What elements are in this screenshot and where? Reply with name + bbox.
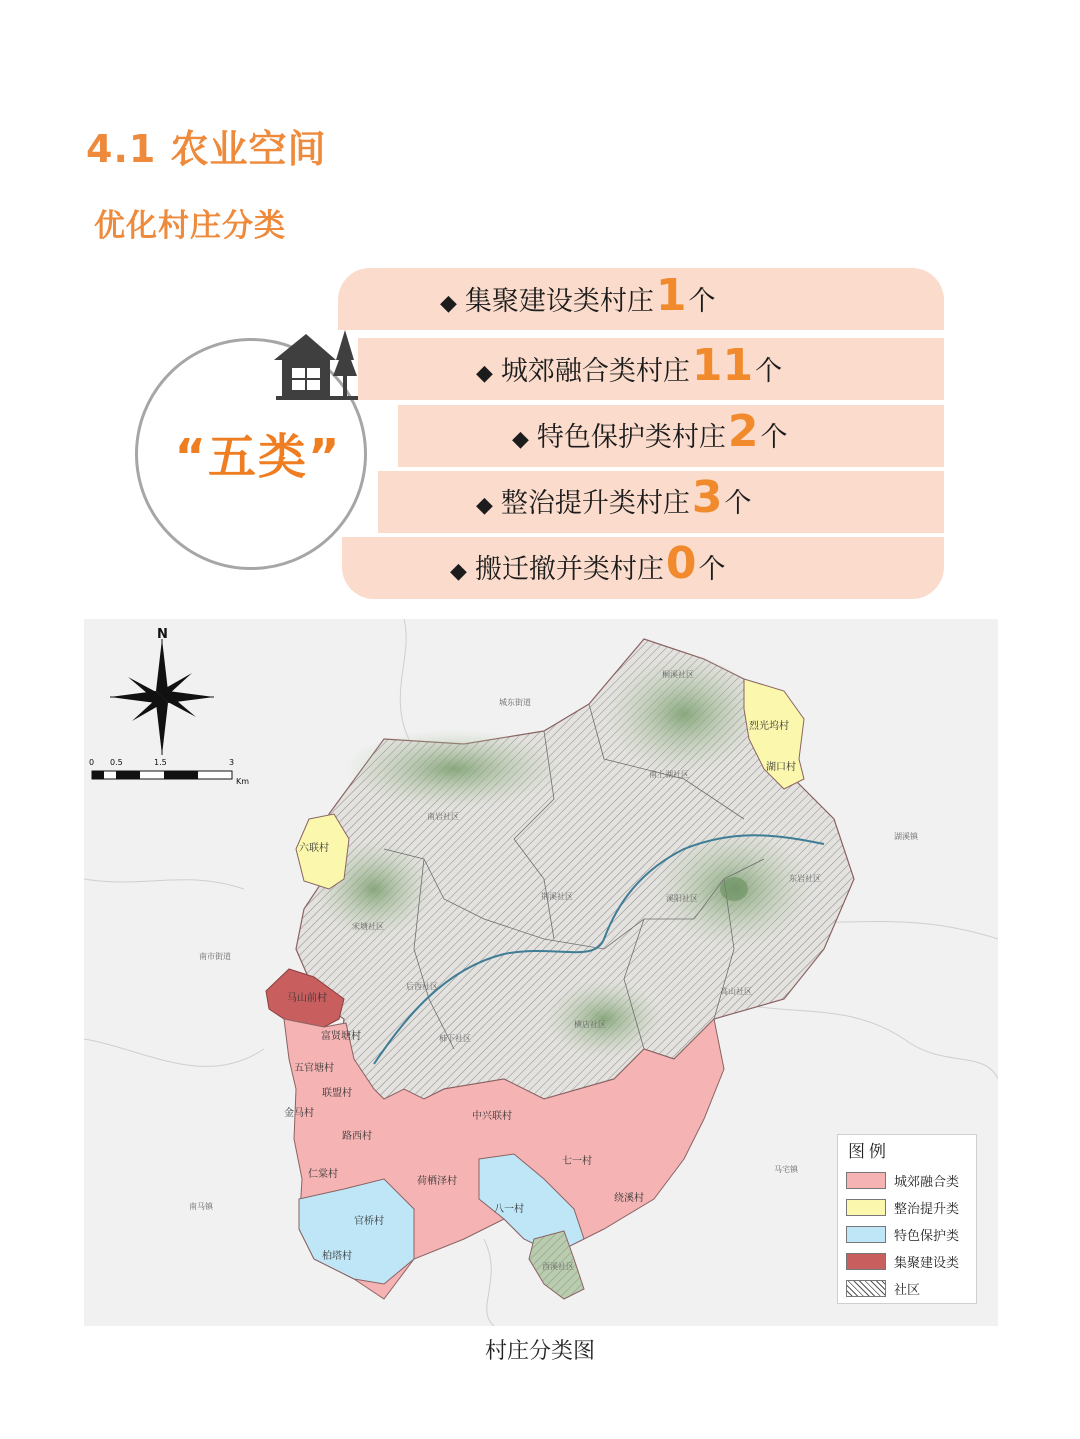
legend-label: 社区 — [894, 1283, 921, 1298]
legend-swatch-hatch — [846, 1280, 886, 1297]
diamond-bullet-icon: ◆ — [440, 291, 457, 316]
village-label: 荷栖泽村 — [417, 1176, 457, 1187]
type-count: 2 — [727, 406, 759, 457]
scale-tick: 0.5 — [110, 758, 123, 767]
type-label: 特色保护类村庄 — [536, 422, 726, 453]
community-label: 荆溪社区 — [541, 892, 573, 901]
village-label: 绕溪村 — [614, 1193, 644, 1204]
legend-swatch-red — [846, 1253, 886, 1270]
type-unit: 个 — [688, 286, 716, 317]
type-unit: 个 — [724, 488, 752, 519]
town-label-east: 湖溪镇 — [894, 832, 918, 841]
relief-area — [544, 979, 664, 1059]
badge-label: “五类” — [174, 429, 342, 485]
type-count: 3 — [691, 472, 723, 523]
town-label-southwest: 南马镇 — [189, 1202, 213, 1211]
community-label: 南上湖社区 — [649, 770, 689, 779]
diamond-bullet-icon: ◆ — [450, 559, 467, 584]
legend-label: 城郊融合类 — [894, 1175, 960, 1190]
subsection-title: 优化村庄分类 — [94, 208, 286, 244]
type-count: 0 — [665, 538, 697, 589]
type-label: 集聚建设类村庄 — [464, 286, 654, 317]
map-caption: 村庄分类图 — [484, 1339, 595, 1364]
village-area-blue — [299, 1179, 414, 1284]
legend-item — [846, 1171, 959, 1190]
village-label: 中兴联村 — [472, 1111, 512, 1122]
village-label: 富贤塘村 — [321, 1031, 361, 1042]
type-row-3 — [512, 406, 788, 457]
legend-label: 特色保护类 — [894, 1229, 960, 1244]
village-label: 路西村 — [342, 1131, 372, 1142]
north-label: N — [157, 627, 168, 642]
village-label: 仁棠村 — [308, 1169, 338, 1180]
village-label: 联盟村 — [322, 1088, 352, 1099]
type-row-5 — [450, 538, 726, 589]
legend-swatch-blue — [846, 1226, 886, 1243]
relief-area — [344, 729, 564, 809]
type-label: 搬迁撤并类村庄 — [474, 554, 664, 585]
village-label: 金马村 — [284, 1108, 314, 1119]
type-label: 整治提升类村庄 — [500, 488, 690, 519]
peak-marker — [720, 877, 748, 901]
legend-title: 图例 — [848, 1142, 890, 1162]
type-row-4 — [476, 472, 752, 523]
diamond-bullet-icon: ◆ — [476, 361, 493, 386]
community-label: 桐溪社区 — [662, 670, 694, 679]
community-label: 横店社区 — [574, 1020, 606, 1029]
type-count: 11 — [691, 340, 754, 391]
village-label: 官桥村 — [354, 1216, 384, 1227]
legend-label: 集聚建设类 — [894, 1256, 960, 1271]
legend-item — [846, 1198, 959, 1217]
community-label: 宋塘社区 — [352, 922, 384, 931]
scale-tick: 3 — [229, 758, 235, 767]
village-label: 湖口村 — [766, 762, 796, 773]
map-legend — [837, 1134, 977, 1304]
diamond-bullet-icon: ◆ — [476, 493, 493, 518]
legend-item — [846, 1252, 959, 1271]
house-with-tree-icon — [270, 326, 358, 404]
type-count: 1 — [655, 270, 687, 321]
community-label: 后西社区 — [406, 982, 438, 991]
legend-label: 整治提升类 — [894, 1202, 960, 1217]
type-label: 城郊融合类村庄 — [500, 356, 690, 387]
village-label: 马山前村 — [287, 993, 327, 1004]
legend-swatch-yellow — [846, 1199, 886, 1216]
section-title: 4.1 农业空间 — [86, 127, 327, 171]
community-label: 南岩社区 — [427, 812, 459, 821]
town-label-north: 城东街道 — [499, 698, 531, 707]
village-label: 柏塔村 — [322, 1251, 352, 1262]
community-label: 柿下社区 — [439, 1034, 471, 1043]
type-unit: 个 — [755, 356, 783, 387]
village-label: 五官塘村 — [294, 1063, 334, 1074]
community-label: 东岩社区 — [789, 874, 821, 883]
town-label-west: 南市街道 — [199, 952, 231, 961]
legend-item — [846, 1225, 959, 1244]
compass-rose-icon — [110, 639, 214, 755]
type-row-2 — [476, 340, 783, 391]
community-label: 高山社区 — [720, 987, 752, 996]
type-row-1 — [440, 270, 716, 321]
scale-bar — [89, 758, 249, 786]
scale-tick: 0 — [89, 758, 95, 767]
legend-swatch-pink — [846, 1172, 886, 1189]
village-label: 八一村 — [494, 1204, 524, 1215]
scale-unit: Km — [236, 777, 250, 786]
town-label-southeast: 马宅镇 — [774, 1165, 798, 1174]
community-label: 西溪社区 — [542, 1262, 574, 1271]
diamond-bullet-icon: ◆ — [512, 427, 529, 452]
legend-item — [846, 1279, 920, 1298]
village-label: 六联村 — [299, 843, 329, 854]
scale-tick: 1.5 — [154, 758, 167, 767]
type-unit: 个 — [698, 554, 726, 585]
community-label: 溪阳社区 — [666, 894, 698, 903]
village-label: 七一村 — [562, 1156, 592, 1167]
type-unit: 个 — [760, 422, 788, 453]
village-label: 烈光坞村 — [749, 721, 789, 732]
